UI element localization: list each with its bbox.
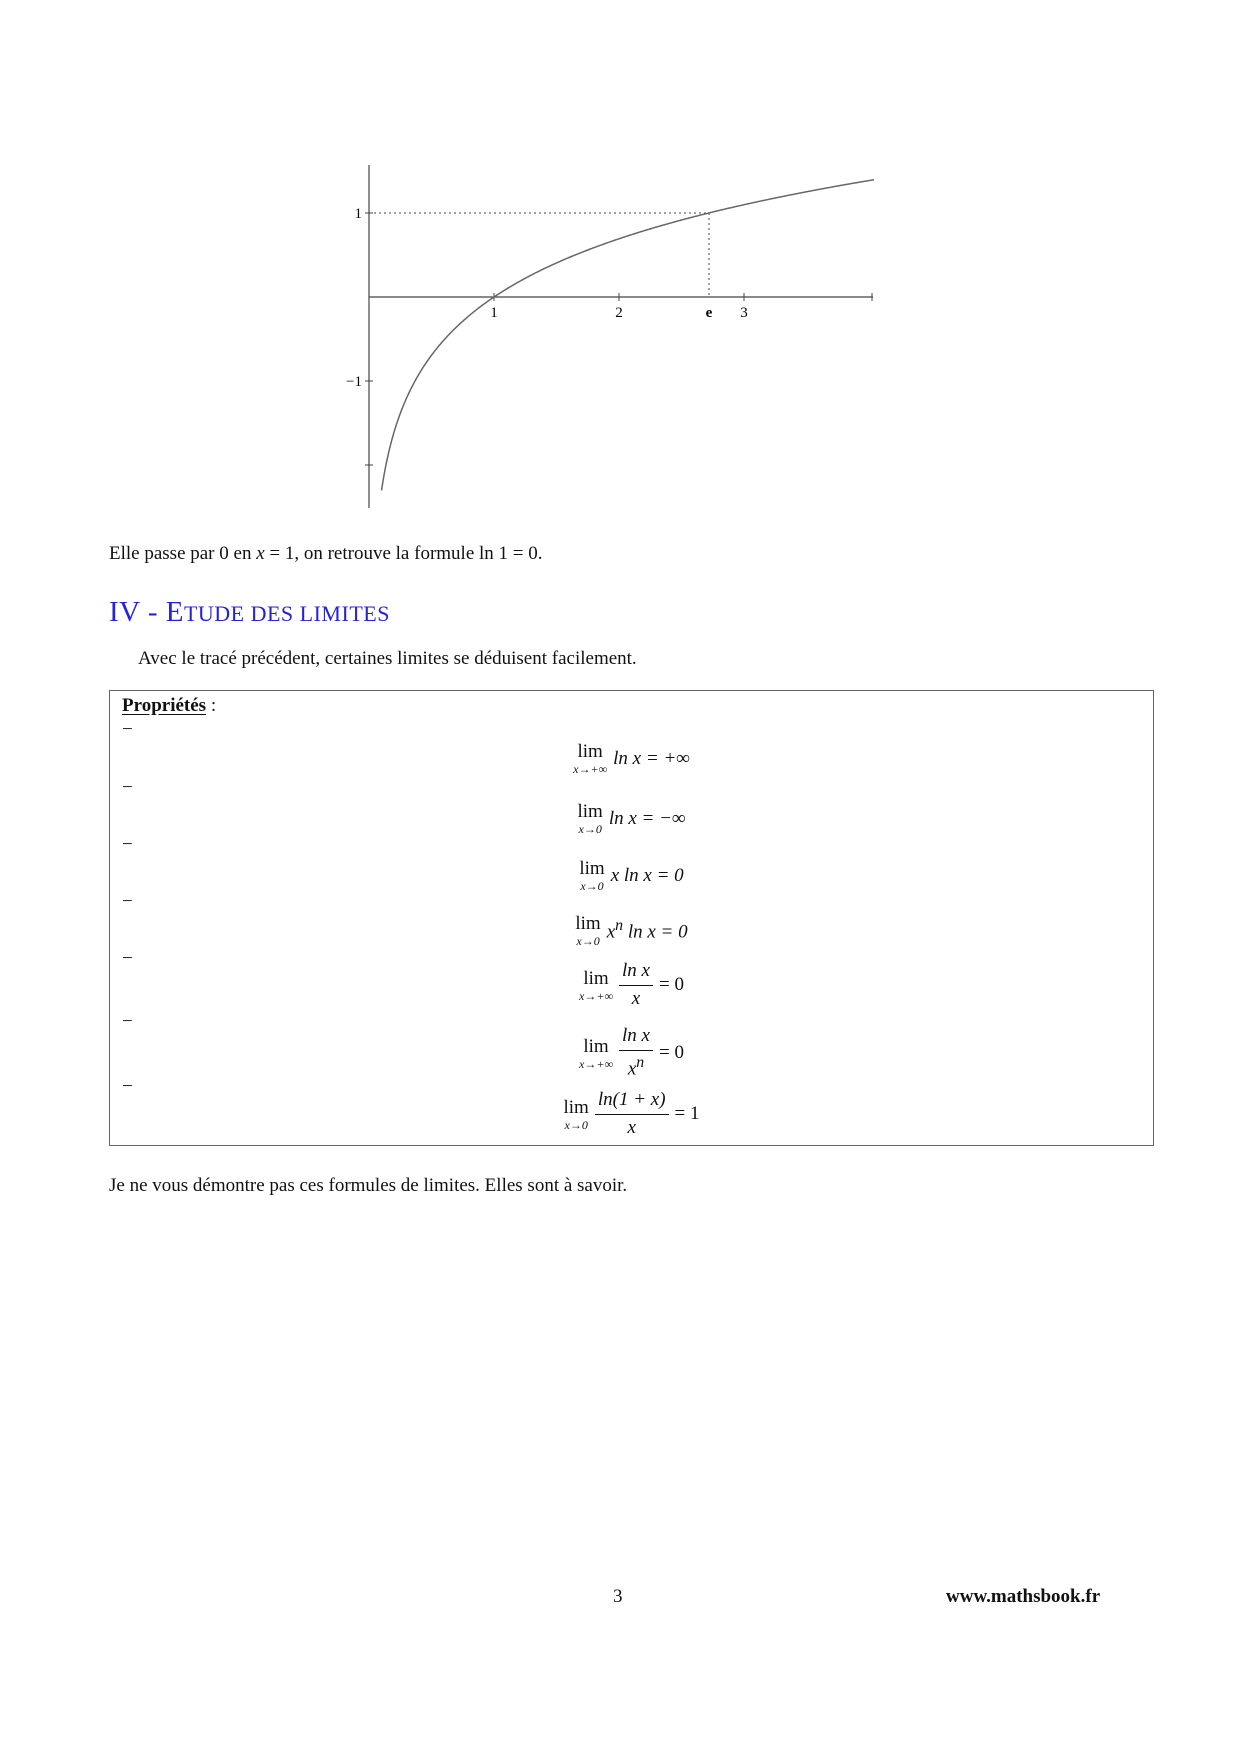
page-number: 3 (613, 1586, 623, 1607)
bullet-dash: − (122, 1011, 133, 1032)
y-tick-label-minus-1: −1 (346, 374, 362, 390)
x-tick-label-2: 2 (615, 305, 623, 321)
bullet-dash: − (122, 948, 133, 969)
formula-6: lim x→+∞ $\frac{\text{ln x}}{x^n}$ = 0 (579, 1025, 684, 1080)
formula-4: lim x→0 $x^n$ ln x = 0 (575, 913, 688, 948)
x-tick-label-e: e (705, 305, 713, 321)
bullet-dash: − (122, 1076, 133, 1097)
intro-text: Avec le tracé précédent, certaines limites se déduisent facilement. (138, 648, 637, 669)
formula-2: lim x→0 ln x = −∞ (577, 801, 686, 836)
x-tick-label-3: 3 (740, 305, 748, 321)
bullet-dash: − (122, 777, 133, 798)
y-tick-label-1: 1 (354, 206, 362, 222)
x-tick-label-1: 1 (490, 305, 498, 321)
closing-text: Je ne vous démontre pas ces formules de limites. Elles sont à savoir. (109, 1175, 628, 1196)
site-url: www.mathsbook.fr (946, 1586, 1101, 1607)
bullet-dash: − (122, 834, 133, 855)
bullet-dash: − (122, 719, 133, 740)
ln-curve (382, 180, 875, 491)
graph-remark: Elle passe par 0 en x = 1, on retrouve la formule ln 1 = 0. (109, 543, 543, 564)
properties-box (109, 690, 1154, 1146)
formula-5: lim x→+∞ $\frac{\text{ln x}}{x}$ = 0 (579, 960, 684, 1009)
formula-1: lim x→+∞ ln x = +∞ (573, 741, 690, 776)
formula-7: lim x→0 $\frac{\ln(1 + x)}{x}$ = 1 (563, 1089, 700, 1138)
formula-3: lim x→0 x ln x = 0 (579, 858, 684, 893)
ln-graph (300, 140, 900, 520)
properties-title: Propriétés : (122, 695, 217, 716)
section-heading: IV - ETUDE DES LIMITES (109, 596, 390, 628)
bullet-dash: − (122, 891, 133, 912)
